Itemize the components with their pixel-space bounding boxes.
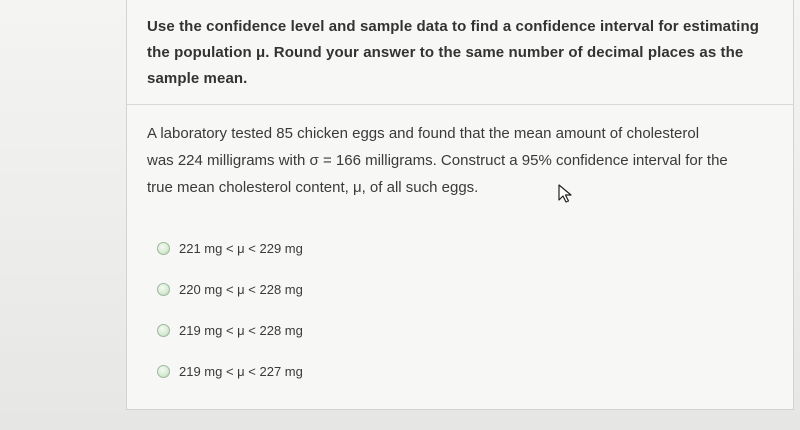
answer-option-label: 219 mg < μ < 227 mg — [179, 364, 303, 379]
radio-button-icon[interactable] — [157, 283, 170, 296]
question-line-2: was 224 milligrams with σ = 166 milligrams. Construct a 95% confidence interval for the — [147, 152, 728, 169]
answer-option[interactable] — [157, 228, 303, 269]
answer-option[interactable] — [157, 310, 303, 351]
question-text — [147, 120, 777, 201]
answer-option-label: 220 mg < μ < 228 mg — [179, 282, 303, 297]
answer-option[interactable] — [157, 351, 303, 392]
question-card — [126, 0, 794, 410]
answer-option-label: 221 mg < μ < 229 mg — [179, 241, 303, 256]
answer-options — [157, 228, 303, 392]
instructions-line-3: sample mean. — [147, 70, 248, 87]
instructions-text — [147, 14, 767, 92]
answer-option[interactable] — [157, 269, 303, 310]
divider — [127, 104, 794, 105]
radio-button-icon[interactable] — [157, 324, 170, 337]
radio-button-icon[interactable] — [157, 365, 170, 378]
question-line-1: A laboratory tested 85 chicken eggs and found that the mean amount of cholesterol — [147, 125, 700, 142]
question-line-3: true mean cholesterol content, μ, of all such eggs. — [147, 179, 479, 196]
instructions-line-2: the population μ. Round your answer to the same number of decimal places as the — [147, 44, 744, 61]
instructions-line-1: Use the confidence level and sample data to find a confidence interval for estimating — [147, 18, 759, 35]
answer-option-label: 219 mg < μ < 228 mg — [179, 323, 303, 338]
mouse-pointer-icon — [557, 184, 575, 204]
radio-button-icon[interactable] — [157, 242, 170, 255]
